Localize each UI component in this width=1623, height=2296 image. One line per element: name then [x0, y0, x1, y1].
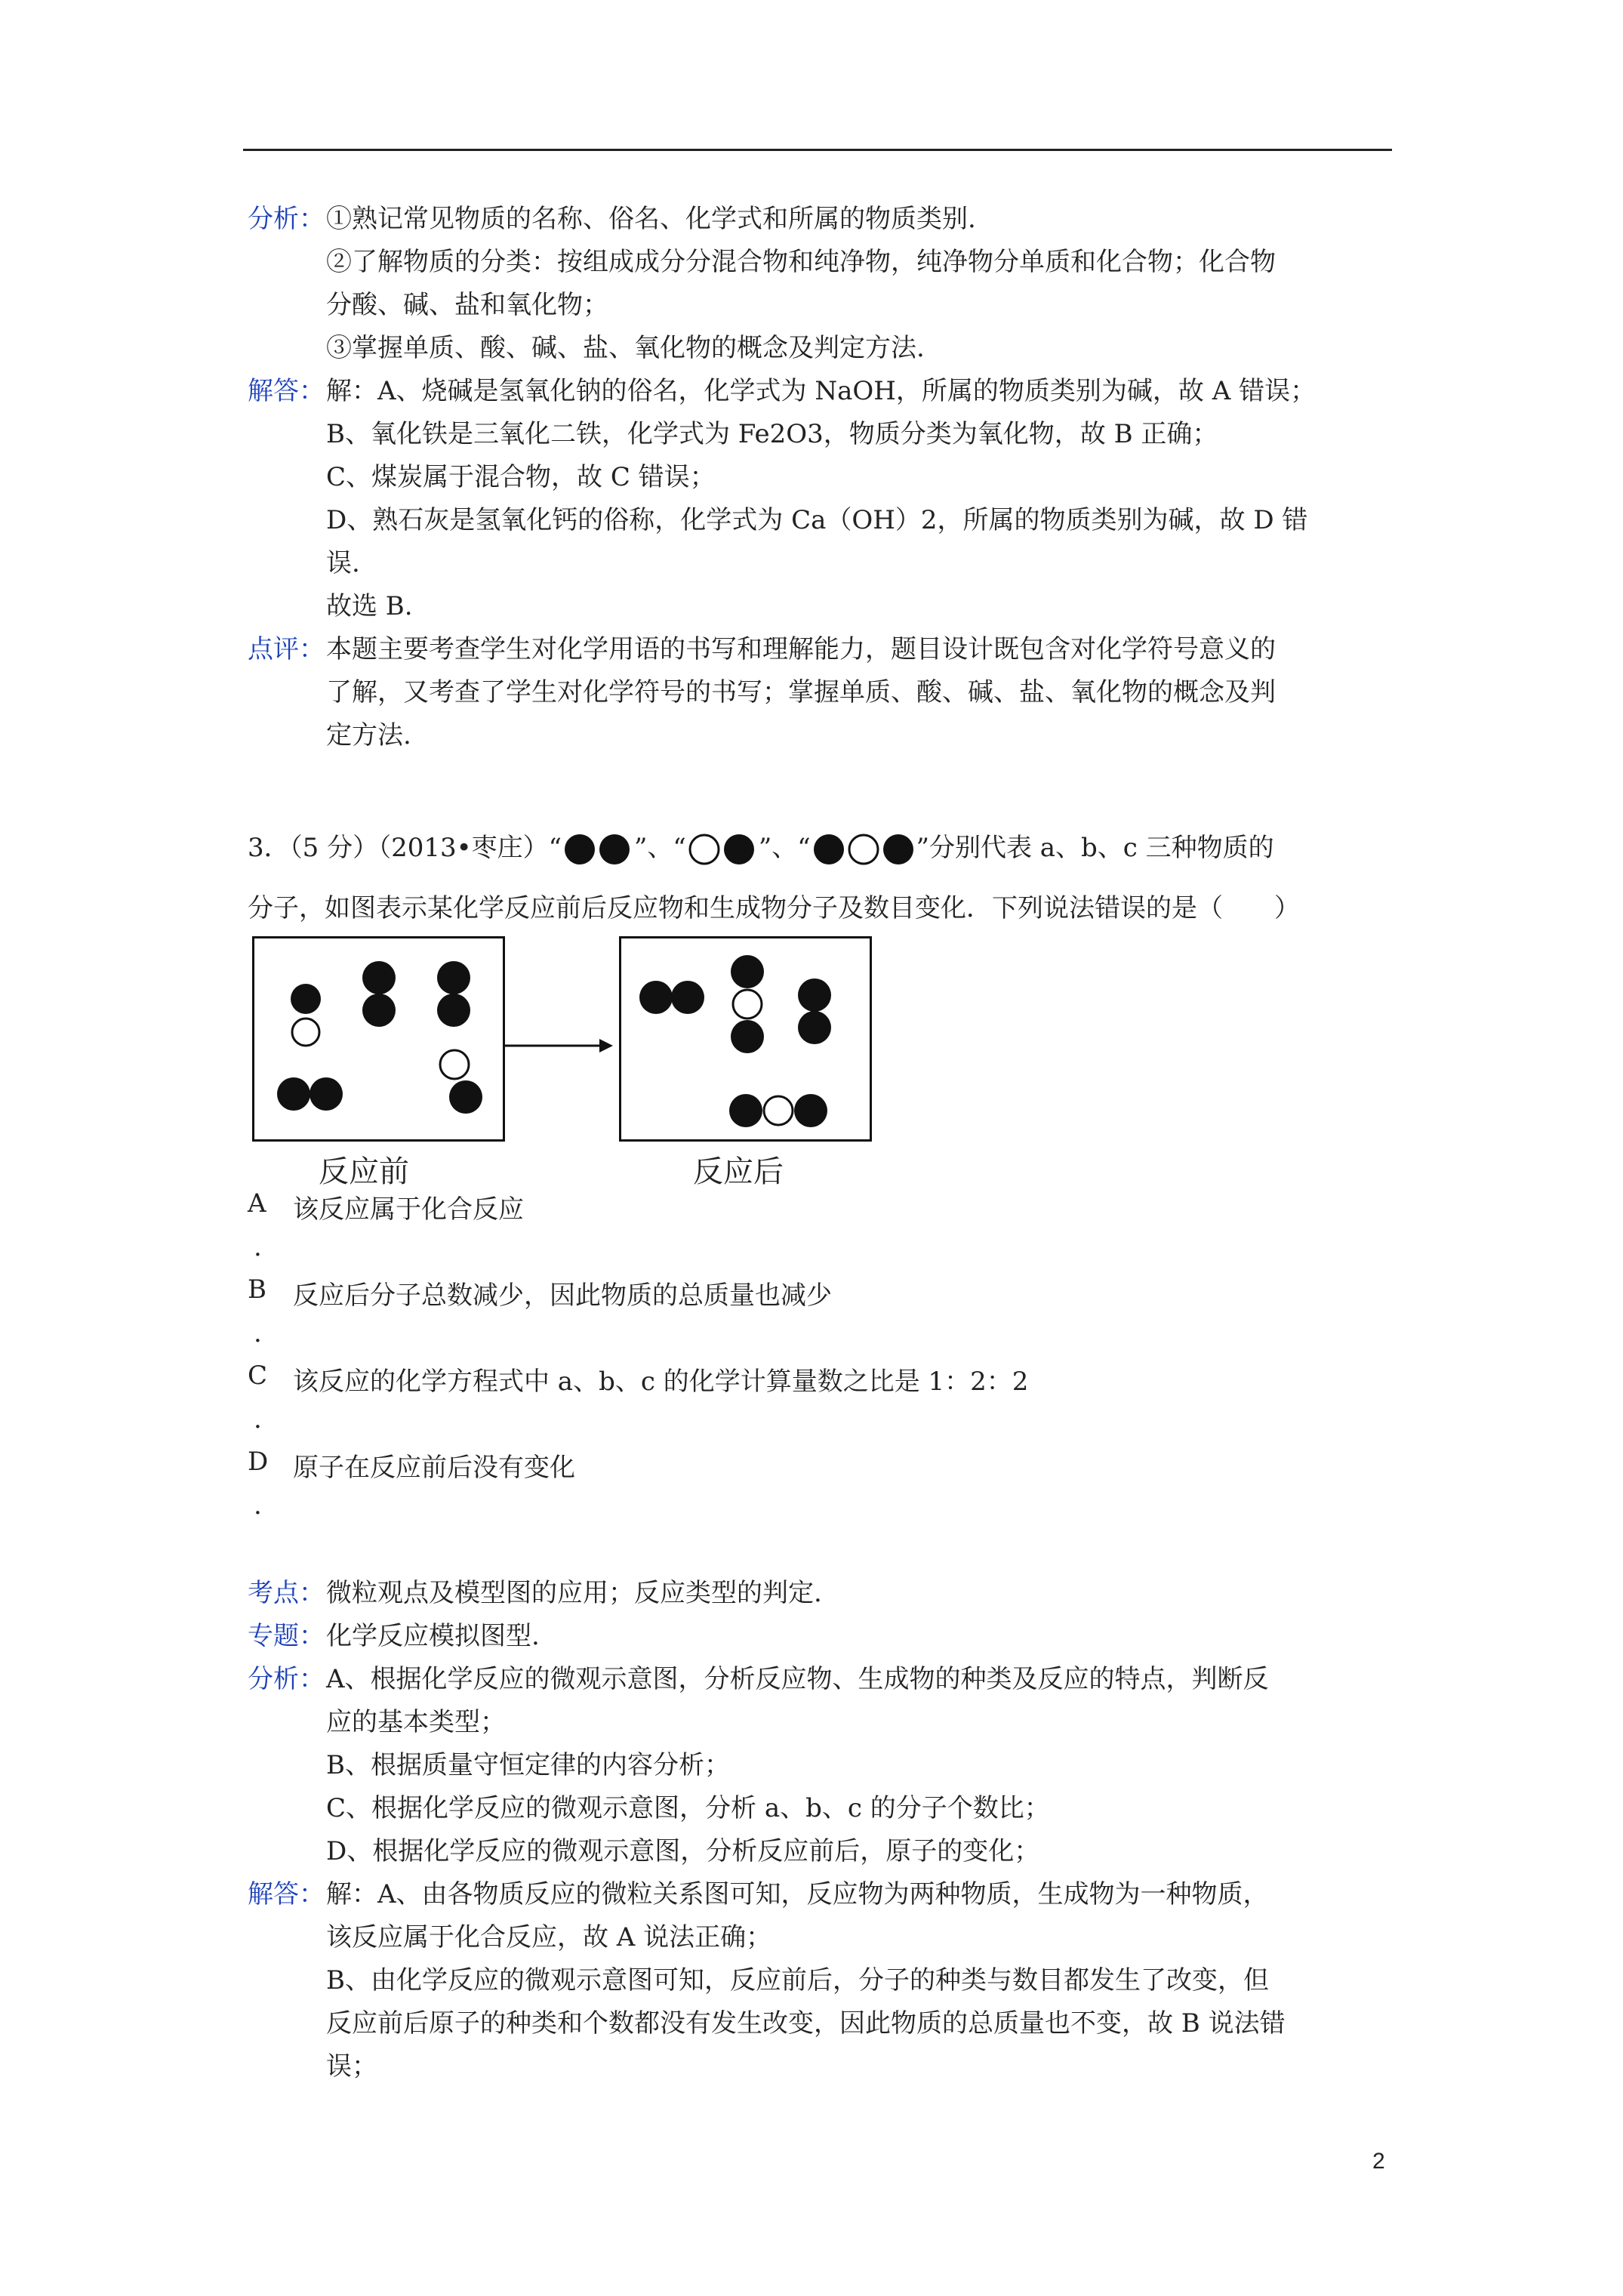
answer-line: B、由化学反应的微观示意图可知，反应前后，分子的种类与数目都发生了改变，但	[326, 1965, 1269, 1996]
option-letter: A	[248, 1188, 266, 1219]
page-number: 2	[1372, 2149, 1385, 2174]
analysis-line: ③掌握单质、酸、碱、盐、氧化物的概念及判定方法.	[326, 333, 925, 363]
before-reaction-box	[252, 936, 505, 1142]
molecule-a-icon	[562, 833, 634, 866]
answer-line: 解：A、烧碱是氢氧化钠的俗名，化学式为 NaOH，所属的物质类别为碱，故 A 错误；	[326, 376, 1317, 406]
comment-line: 定方法.	[326, 720, 411, 750]
quote-open: “	[548, 833, 562, 863]
answer-line: 误.	[326, 548, 360, 578]
after-caption: 反应后	[693, 1155, 784, 1188]
option-letter: B	[248, 1274, 266, 1305]
question-3-line-1	[248, 827, 1274, 872]
comment-line: 了解，又考查了学生对化学符号的书写；掌握单质、酸、碱、盐、氧化物的概念及判	[326, 677, 1276, 707]
after-reaction-box	[619, 936, 872, 1142]
reaction-arrow-icon	[503, 1034, 616, 1057]
before-molecules	[254, 938, 503, 1139]
analysis-line: D、根据化学反应的微观示意图，分析反应前后，原子的变化；	[326, 1836, 1040, 1866]
analysis-line: A、根据化学反应的微观示意图，分析反应物、生成物的种类及反应的特点，判断反	[326, 1664, 1269, 1694]
option-text: 该反应属于化合反应	[293, 1194, 524, 1225]
option-text: 原子在反应前后没有变化	[293, 1453, 575, 1483]
quote-sep: ”、“	[634, 833, 686, 863]
question-3-line-2: 分子，如图表示某化学反应前后反应物和生成物分子及数目变化．下列说法错误的是（ ）	[248, 893, 1300, 923]
point-label: 考点：	[248, 1578, 325, 1608]
analysis-line: 应的基本类型；	[326, 1707, 506, 1737]
option-dot: .	[254, 1232, 262, 1262]
answer-line: 该反应属于化合反应，故 A 说法正确；	[326, 1922, 772, 1952]
answer-line: 反应前后原子的种类和个数都没有发生改变，因此物质的总质量也不变，故 B 说法错	[326, 2008, 1286, 2039]
header-rule	[243, 149, 1392, 151]
before-caption: 反应前	[319, 1155, 409, 1188]
answer-label: 解答：	[248, 376, 325, 406]
comment-line: 本题主要考查学生对化学用语的书写和理解能力，题目设计既包含对化学符号意义的	[326, 634, 1276, 664]
quote-sep: ”、“	[758, 833, 811, 863]
after-molecules	[621, 938, 870, 1139]
molecule-b-icon	[686, 833, 759, 866]
option-dot: .	[254, 1490, 262, 1521]
answer-line: C、煤炭属于混合物，故 C 错误；	[326, 462, 716, 492]
analysis-line: ①熟记常见物质的名称、俗名、化学式和所属的物质类别.	[326, 204, 976, 234]
section-1	[248, 198, 1403, 757]
section-3	[248, 1572, 1403, 2088]
topic-text: 化学反应模拟图型.	[326, 1621, 540, 1651]
option-text: 反应后分子总数减少，因此物质的总质量也减少	[293, 1281, 832, 1311]
answer-line: D、熟石灰是氢氧化钙的俗称，化学式为 Ca（OH）2，所属的物质类别为碱，故 D 错	[326, 505, 1308, 535]
option-dot: .	[254, 1318, 262, 1348]
answer-label: 解答：	[248, 1879, 325, 1909]
analysis-line: ②了解物质的分类：按组成成分分混合物和纯净物，纯净物分单质和化合物；化合物	[326, 247, 1276, 277]
answer-line: 解：A、由各物质反应的微粒关系图可知，反应物为两种物质，生成物为一种物质，	[326, 1879, 1269, 1909]
answer-line: B、氧化铁是三氧化二铁，化学式为 Fe2O3，物质分类为氧化物，故 B 正确；	[326, 419, 1218, 449]
analysis-label: 分析：	[248, 1664, 325, 1694]
question-prefix: 3．（5 分）（2013•枣庄）	[248, 833, 549, 863]
analysis-line: C、根据化学反应的微观示意图，分析 a、b、c 的分子个数比；	[326, 1793, 1050, 1823]
analysis-label: 分析：	[248, 204, 325, 234]
analysis-line: B、根据质量守恒定律的内容分析；	[326, 1750, 730, 1780]
analysis-line: 分酸、碱、盐和氧化物；	[326, 290, 608, 320]
answer-line: 误；	[326, 2051, 377, 2082]
option-dot: .	[254, 1404, 262, 1435]
topic-label: 专题：	[248, 1621, 325, 1651]
option-letter: C	[248, 1361, 268, 1391]
question-suffix: ”分别代表 a、b、c 三种物质的	[916, 833, 1274, 863]
option-letter: D	[248, 1447, 269, 1477]
answer-line: 故选 B.	[326, 591, 413, 621]
option-text: 该反应的化学方程式中 a、b、c 的化学计算量数之比是 1：2：2	[293, 1367, 1029, 1397]
comment-label: 点评：	[248, 634, 325, 664]
molecule-c-icon	[811, 833, 916, 866]
point-text: 微粒观点及模型图的应用；反应类型的判定.	[326, 1578, 822, 1608]
